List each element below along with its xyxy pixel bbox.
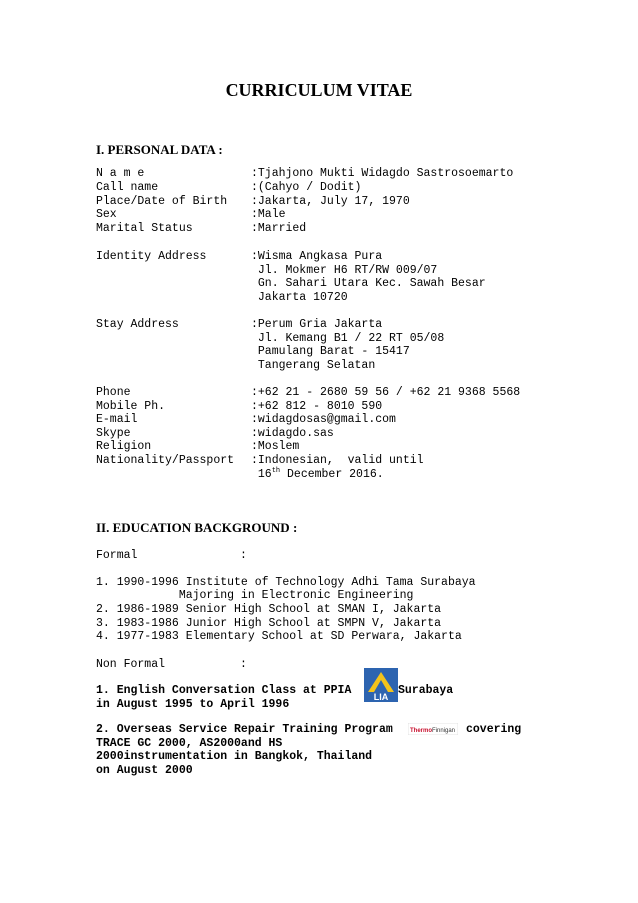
nonformal-item-1-line-1: 1. English Conversation Class at PPIA	[96, 684, 352, 697]
mobile-value: :+62 812 - 8010 590	[251, 400, 383, 413]
document-title: CURRICULUM VITAE	[225, 80, 413, 100]
identity-line-2: Jl. Mokmer H6 RT/RW 009/07	[251, 263, 438, 277]
valid-day-suffix: th	[271, 466, 281, 475]
birth-label: Place/Date of Birth	[96, 195, 228, 208]
callname-value: :(Cahyo / Dodit)	[251, 181, 362, 194]
religion-value: :Moslem	[251, 440, 300, 453]
sex-value: :Male	[251, 208, 286, 221]
identity-line-3: Gn. Sahari Utara Kec. Sawah Besar	[251, 277, 486, 291]
stay-line-4: Tangerang Selatan	[251, 358, 376, 372]
valid-day: 16	[251, 467, 272, 481]
nationality-value: :Indonesian, valid until	[251, 454, 424, 467]
name-value: :Tjahjono Mukti Widagdo Sastrosoemarto	[251, 167, 514, 180]
nationality-row	[96, 454, 424, 522]
passport-valid-date	[251, 468, 384, 482]
marital-label: Marital Status	[96, 222, 193, 235]
identity-line-4: Jakarta 10720	[251, 290, 348, 304]
valid-month-year: December 2016.	[280, 467, 384, 481]
name-label: N a m e	[96, 167, 145, 180]
email-value: :widagdosas@gmail.com	[251, 413, 396, 426]
stay-line-3: Pamulang Barat - 15417	[251, 345, 410, 359]
mobile-label: Mobile Ph.	[96, 400, 166, 413]
formal-colon: :	[240, 549, 247, 562]
education-heading: II. EDUCATION BACKGROUND :	[96, 520, 298, 535]
nonformal-item-2-line-4: on August 2000	[96, 764, 193, 777]
nonformal-item-2-covering: covering	[466, 723, 522, 736]
skype-value: :widagdo.sas	[251, 427, 334, 440]
phone-label: Phone	[96, 386, 131, 399]
stay-label: Stay Address	[96, 318, 179, 331]
stay-line-2: Jl. Kemang B1 / 22 RT 05/08	[251, 331, 445, 345]
formal-item-1: 1. 1990-1996 Institute of Technology Adhi Tama Surabaya	[96, 576, 476, 589]
nonformal-label: Non Formal	[96, 658, 166, 671]
nonformal-item-2-line-3: 2000instrumentation in Bangkok, Thailand	[96, 750, 373, 763]
nonformal-colon: :	[240, 658, 247, 671]
nonformal-item-1-city: Surabaya	[398, 684, 454, 697]
identity-line-1: :Wisma Angkasa Pura	[251, 250, 383, 263]
thermo-finnigan-logo	[408, 722, 458, 734]
lia-logo-text: LIA	[373, 692, 389, 702]
nonformal-item-2-line-2: TRACE GC 2000, AS2000and HS	[96, 737, 283, 750]
formal-label: Formal	[96, 549, 138, 562]
formal-item-2: 2. 1986-1989 Senior High School at SMAN I, Jakarta	[96, 603, 442, 616]
finnigan-logo-text: Finnigan	[432, 728, 456, 734]
email-label: E-mail	[96, 413, 138, 426]
thermo-logo-text: Thermo	[410, 728, 433, 734]
formal-item-1-major: Majoring in Electronic Engineering	[96, 589, 414, 602]
birth-value: :Jakarta, July 17, 1970	[251, 195, 410, 208]
personal-data-heading: I. PERSONAL DATA :	[96, 142, 223, 157]
identity-label: Identity Address	[96, 250, 207, 263]
phone-value: :+62 21 - 2680 59 56 / +62 21 9368 5568	[251, 386, 521, 399]
skype-label: Skype	[96, 427, 131, 440]
callname-label: Call name	[96, 181, 159, 194]
lia-logo	[364, 668, 398, 702]
formal-item-4: 4. 1977-1983 Elementary School at SD Perwara, Jakarta	[96, 630, 462, 643]
nonformal-item-1-line-2: in August 1995 to April 1996	[96, 698, 290, 711]
stay-line-1: :Perum Gria Jakarta	[251, 318, 383, 331]
marital-value: :Married	[251, 222, 307, 235]
religion-label: Religion	[96, 440, 152, 453]
sex-label: Sex	[96, 208, 117, 221]
formal-item-3: 3. 1983-1986 Junior High School at SMPN V, Jakarta	[96, 617, 442, 630]
nationality-label: Nationality/Passport	[96, 454, 235, 467]
nonformal-item-2-line-1: 2. Overseas Service Repair Training Program	[96, 723, 393, 736]
